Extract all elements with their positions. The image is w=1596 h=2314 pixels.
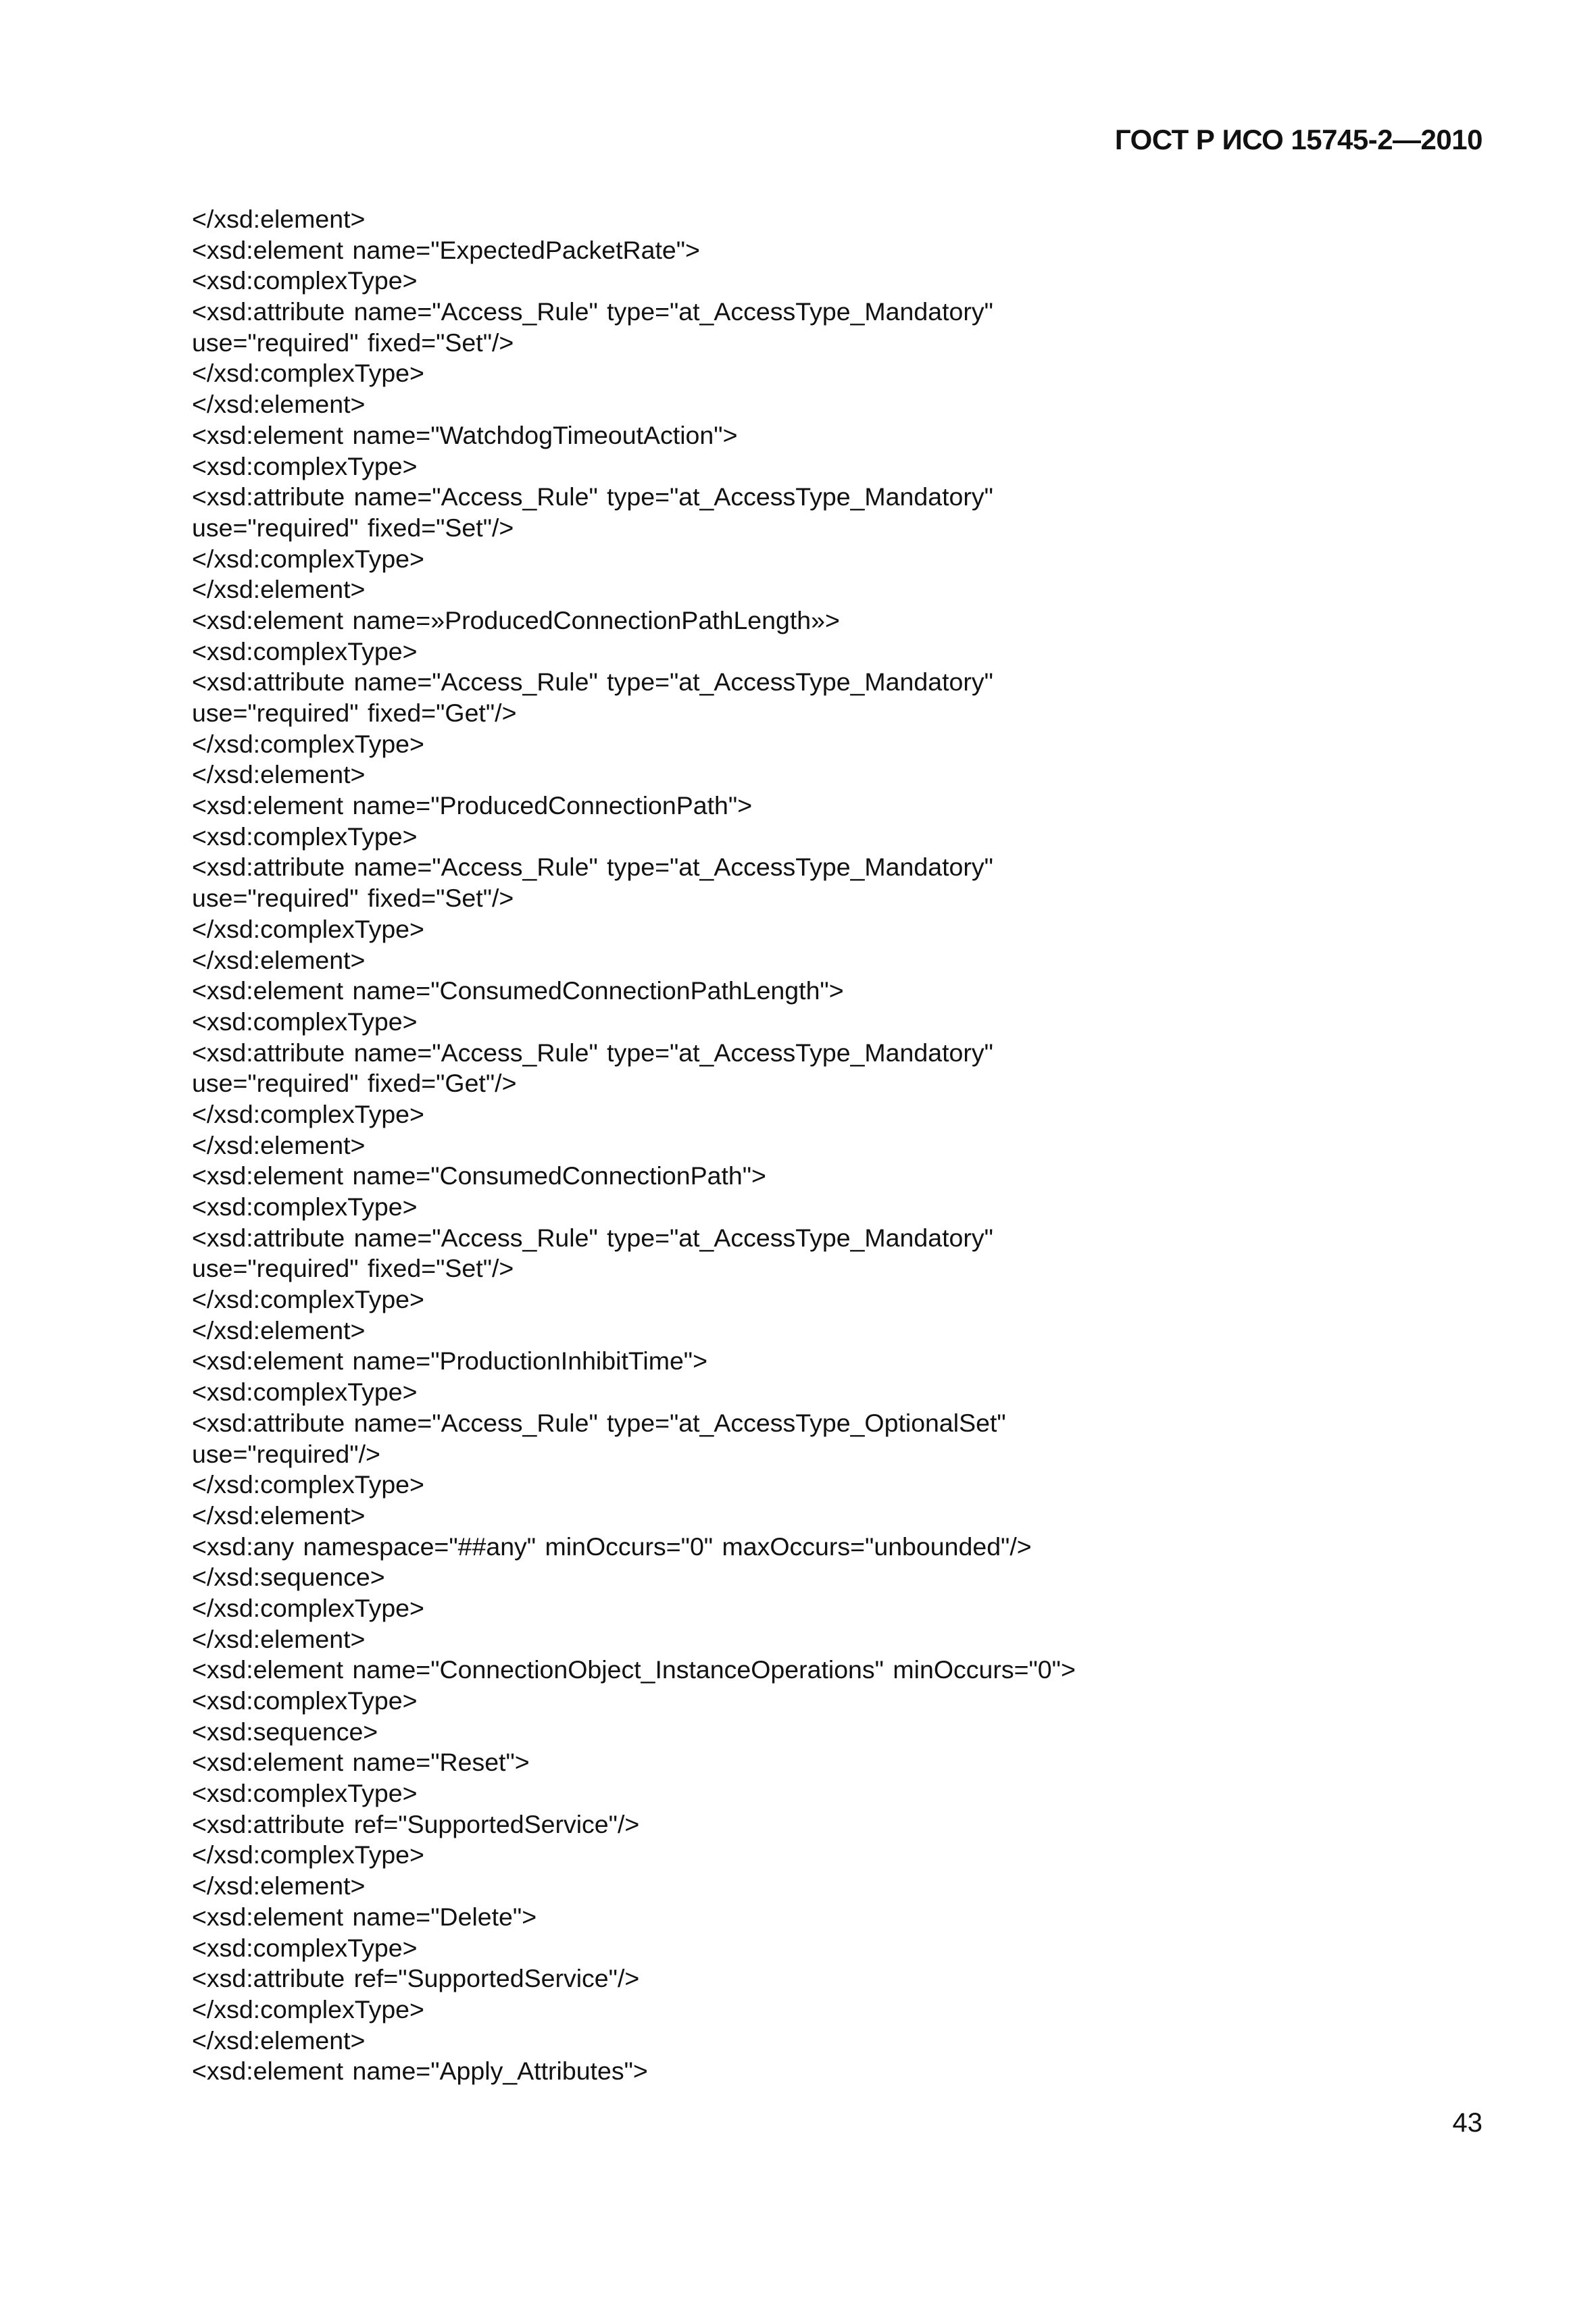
code-line: </xsd:complexType> [192,1840,424,1869]
code-line: <xsd:attribute name="Access_Rule" type="at_AccessType_Mandatory" [192,482,993,511]
code-line: use="required"/> [192,1439,380,1468]
code-line: <xsd:element name="ExpectedPacketRate"> [192,235,700,264]
code-line: </xsd:element> [192,760,366,789]
code-line: </xsd:complexType> [192,1099,424,1128]
code-line: use="required" fixed="Set"/> [192,1254,514,1283]
code-line: <xsd:attribute ref="SupportedService"/> [192,1809,640,1838]
code-line: </xsd:complexType> [192,1285,424,1314]
code-line: <xsd:element name="Apply_Attributes"> [192,2057,648,2086]
page-number: 43 [1452,2108,1482,2138]
code-line: </xsd:element> [192,1624,366,1653]
code-line: <xsd:complexType> [192,1007,418,1036]
xsd-code-listing [192,204,1476,2087]
code-line: <xsd:element name="ProducedConnectionPath"> [192,791,753,820]
code-line: <xsd:any namespace="##any" minOccurs="0" maxOccurs="unbounded"/> [192,1532,1032,1561]
document-code-header: ГОСТ Р ИСО 15745-2—2010 [1114,124,1482,155]
code-line: </xsd:element> [192,205,366,233]
code-line: <xsd:element name="Reset"> [192,1748,530,1777]
code-line: use="required" fixed="Set"/> [192,884,514,913]
code-line: </xsd:complexType> [192,1470,424,1499]
code-line: </xsd:complexType> [192,544,424,573]
code-line: <xsd:complexType> [192,1933,418,1962]
code-line: <xsd:attribute name="Access_Rule" type="at_AccessType_Mandatory" [192,668,993,697]
code-line: </xsd:element> [192,390,366,419]
code-line: <xsd:attribute name="Access_Rule" type="at_AccessType_Mandatory" [192,1223,993,1252]
code-line: <xsd:element name="ConnectionObject_InstanceOperations" minOccurs="0"> [192,1655,1076,1684]
code-line: <xsd:element name=»ProducedConnectionPathLength»> [192,605,840,634]
code-line: <xsd:element name="ConsumedConnectionPath"> [192,1161,766,1190]
code-line: use="required" fixed="Get"/> [192,699,517,727]
code-line: </xsd:element> [192,1871,366,1901]
code-line: <xsd:attribute name="Access_Rule" type="at_AccessType_OptionalSet" [192,1408,1006,1437]
code-line: </xsd:element> [192,2026,366,2055]
code-line: </xsd:complexType> [192,1593,424,1622]
code-line: </xsd:element> [192,575,366,604]
code-line: </xsd:complexType> [192,914,424,943]
code-line: <xsd:attribute name="Access_Rule" type="at_AccessType_Mandatory" [192,853,993,882]
code-line: <xsd:element name="WatchdogTimeoutAction"> [192,420,738,449]
code-line: </xsd:complexType> [192,359,424,388]
code-line: use="required" fixed="Set"/> [192,513,514,542]
code-line: <xsd:complexType> [192,1378,418,1407]
code-line: <xsd:sequence> [192,1717,378,1746]
code-line: </xsd:element> [192,1130,366,1159]
code-line: <xsd:element name="Delete"> [192,1902,537,1931]
code-line: </xsd:element> [192,945,366,974]
code-line: <xsd:complexType> [192,636,418,665]
code-line: </xsd:element> [192,1315,366,1344]
code-line: <xsd:attribute ref="SupportedService"/> [192,1964,640,1993]
code-line: use="required" fixed="Set"/> [192,328,514,357]
code-line: </xsd:complexType> [192,1994,424,2023]
code-line: <xsd:attribute name="Access_Rule" type="at_AccessType_Mandatory" [192,297,993,326]
code-line: </xsd:complexType> [192,729,424,758]
code-line: <xsd:complexType> [192,822,418,851]
code-line: <xsd:complexType> [192,266,418,295]
code-line: <xsd:complexType> [192,1686,418,1715]
code-line: <xsd:element name="ConsumedConnectionPathLength"> [192,976,844,1005]
code-line: <xsd:complexType> [192,1779,418,1808]
code-line: <xsd:complexType> [192,451,418,480]
code-line: </xsd:sequence> [192,1563,385,1592]
code-line: </xsd:element> [192,1501,366,1530]
code-line: <xsd:complexType> [192,1192,418,1221]
code-line: <xsd:attribute name="Access_Rule" type="at_AccessType_Mandatory" [192,1038,993,1067]
code-line: <xsd:element name="ProductionInhibitTime"> [192,1347,708,1376]
code-line: use="required" fixed="Get"/> [192,1069,517,1098]
